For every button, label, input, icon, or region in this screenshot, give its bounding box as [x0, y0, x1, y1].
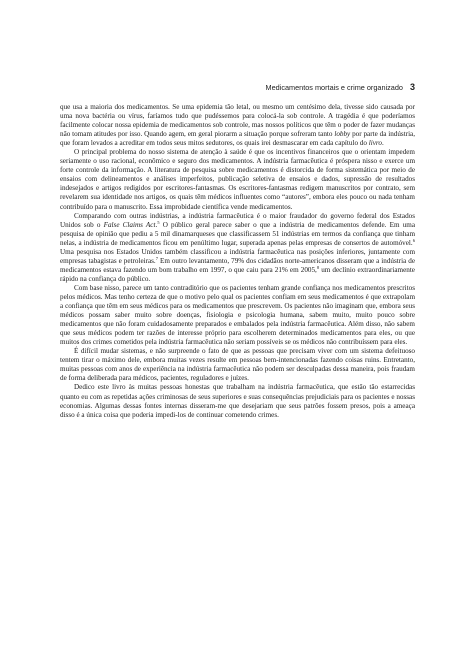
- footnote-ref: 7: [155, 255, 159, 261]
- body-text: [60, 103, 415, 420]
- paragraph-1: que usa a maioria dos medicamentos. Se uma epidemia tão letal, ou mesmo um centésimo dela, tivesse sido causada por uma nova bactéria ou vírus, faríamos tudo que pudéssemos para colocá-la sob controle. A tragédia é que poderíamos facilmente colocar nossa epidemia de medicamentos sob controle, mas nossos políticos que têm o poder de fazer mudanças não tomam atitudes por isso. Quando agem, em geral piorarm a situação porque sofreram tanto lobby por parte da indústria, que foram levados a acreditar em todos seus mitos sedutores, os quais irei desmascarar em cada capítulo do livro.: [60, 103, 416, 148]
- paragraph-6: Dedico este livro às muitas pessoas honestas que trabalham na indústria farmacêutica, que estão tão estarrecidas quanto eu com as repetidas ações criminosas de seus superiores e suas consequências prejudiciais para os pacientes e nossas economias. Algumas dessas fontes internas disseram-me que desejariam que seus patrões fossem presos, pois a ameaça disso é a única coisa que poderia impedi-los de continuar cometendo crimes.: [60, 383, 415, 419]
- paragraph-5: É difícil mudar sistemas, e não surpreende o fato de que as pessoas que precisam viver com um sistema defeituoso tentem tirar o máximo dele, embora muitas vezes resulte em pessoas bem-intencionadas fazendo coisas ruins. Entretanto, muitas pessoas com anos de experiência na indústria farmacêutica não podem ser desculpadas dessa maneira, pois fraudam de forma deliberada para médicos, pacientes, reguladores e juízes.: [60, 347, 415, 383]
- page-number: 3: [409, 82, 415, 92]
- paragraph-2: O principal problema do nosso sistema de atenção à saúde é que os incentivos financeiros que o orientam impedem seriamente o uso racional, econômico e seguro dos medicamentos. A indústria farmacêutica é próspera nisso e exerce um forte controle da informação. A literatura de pesquisa sobre medicamentos é distorcida de forma sistemática por meio de ensaios com delineamentos e análises imperfeitos, publicação seletiva de ensaios e dados, supressão de resultados indesejados e artigos redigidos por escritores-fantasmas. Os escritores-fantasmas redigem manuscritos por contrato, sem revelarem sua identidade nos artigos, os quais têm médicos influentes como “autores”, embora eles pouco ou nada tenham contribuído para o manuscrito. Essa improbidade científica vende medicamentos.: [60, 148, 415, 211]
- running-title: Medicamentos mortais e crime organizado: [265, 83, 403, 92]
- footnote-ref: 6: [412, 237, 415, 243]
- running-header: [60, 82, 415, 92]
- footnote-ref: 8: [316, 264, 320, 270]
- paragraph-4: Com base nisso, parece um tanto contraditório que os pacientes tenham grande confiança nos medicamentos prescritos pelos médicos. Mas tenho certeza de que o motivo pelo qual os pacientes confiam em seus medicamentos é que extrapolam a confiança que têm em seus médicos para os medicamentos que prescrevem. Os pacientes não imaginam que, embora seus médicos possam saber muito sobre doenças, fisiologia e psicologia humana, sabem muito, muito pouco sobre medicamentos que não foram cuidadosamente preparados e embalados pela indústria farmacêutica. Além disso, não sabem que seus médicos podem ter razões de interesse próprio para escolherem determinados medicamentos para eles, ou que muitos dos crimes cometidos pela indústria farmacêutica não seriam possíveis se os médicos não contribuíssem para eles.: [60, 283, 415, 347]
- paragraph-3: Comparando com outras indústrias, a indústria farmacêutica é o maior fraudador do governo federal dos Estados Unidos sob o False Claims Act.$^5$ O público geral parece saber o que a indústria de medicamentos defende. Em uma pesquisa de opinião que pediu a 5 mil dinamarqueses que classificassem 51 indústrias em termos da confiança que tinham nelas, a indústria de medicamentos ficou em penúltimo lugar, superada apenas pelas empresas de consertos de automóvel.$^6$ Uma pesquisa nos Estados Unidos também classificou a indústria farmacêutica nas posições inferiores, juntamente com empresas tabagistas e petroleiras.$^7$ Em outro levantamento, 79% dos cidadãos norte-americanos disseram que a indústria de medicamentos estava fazendo um bom trabalho em 1997, o que caiu para 21% em 2005,$^8$ um declínio extraordinariamente rápido na confiança do público.: [60, 211, 415, 283]
- footnote-ref: 5: [157, 219, 160, 225]
